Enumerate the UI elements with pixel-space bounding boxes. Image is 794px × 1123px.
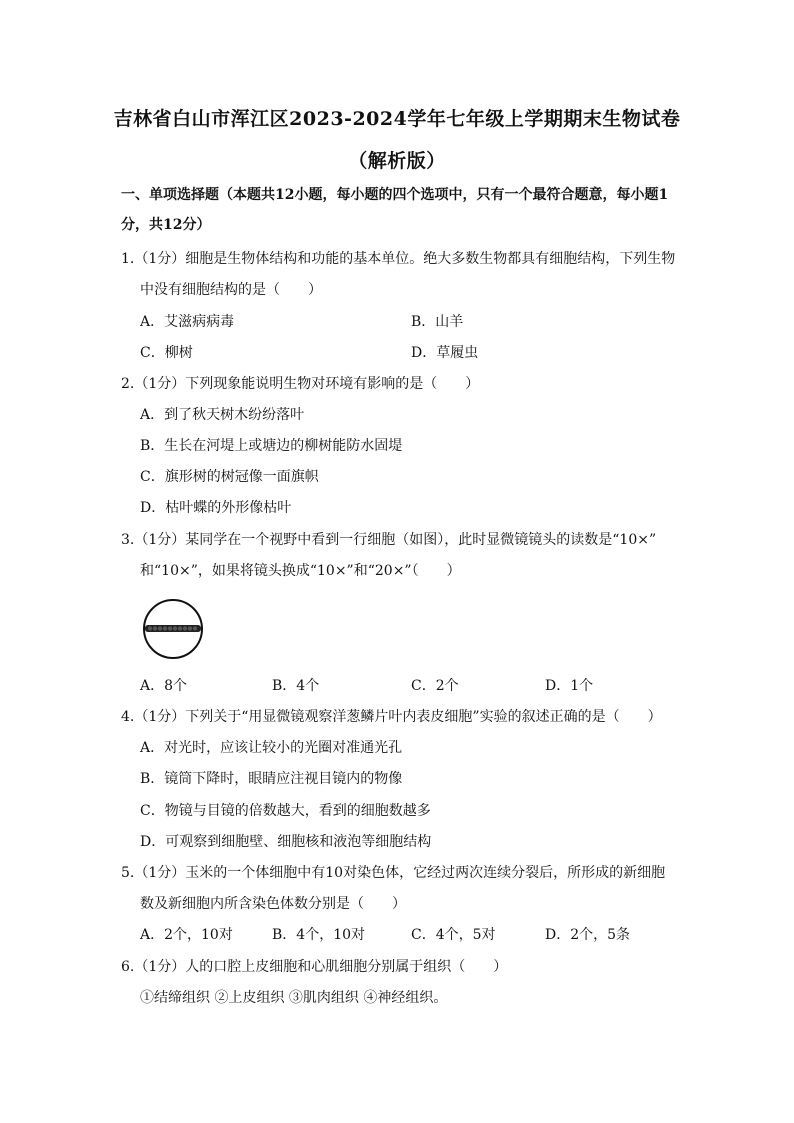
question-3-option-c: C．2个 [411,678,459,694]
question-2-option-c: C．旗形树的树冠像一面旗帜 [140,469,319,485]
page-title: 吉林省白山市浑江区2023-2024学年七年级上学期期末生物试卷 [113,108,681,130]
question-5-stem: 5.（1分）玉米的一个体细胞中有10对染色体，它经过两次连续分裂后，所形成的新细胞 [121,865,666,881]
question-1-option-c: C．柳树 [140,345,193,361]
question-2-option-b: B．生长在河堤上或塘边的柳树能防水固堤 [140,438,403,454]
question-4-option-a: A．对光时，应该让较小的光圈对准通光孔 [140,740,403,756]
question-3-option-a: A．8个 [140,678,188,694]
question-4-option-b: B．镜筒下降时，眼睛应注视目镜内的物像 [140,771,403,787]
question-6-stem: 6.（1分）人的口腔上皮细胞和心肌细胞分别属于组织（ ） [121,959,508,975]
question-3-option-d: D．1个 [545,678,594,694]
question-1-stem-cont: 中没有细胞结构的是（ ） [140,282,322,298]
question-2-option-a: A．到了秋天树木纷纷落叶 [140,407,305,423]
section-header: 一、单项选择题（本题共12小题，每小题的四个选项中，只有一个最符合题意，每小题1分，共12分） [121,187,669,233]
question-1-stem: 1.（1分）细胞是生物体结构和功能的基本单位。绝大多数生物都具有细胞结构，下列生物 [121,251,676,267]
question-2-option-d: D．枯叶蝶的外形像枯叶 [140,500,292,516]
question-3-option-b: B．4个 [272,678,320,694]
question-4-stem: 4.（1分）下列关于“用显微镜观察洋葱鳞片叶内表皮细胞”实验的叙述正确的是（ ） [121,709,662,725]
question-5-stem-cont: 数及新细胞内所含染色体数分别是（ ） [140,896,406,912]
microscope-field-figure [141,597,205,661]
question-3-stem-cont: 和“10×”，如果将镜头换成“10×”和“20×”（ ） [140,563,461,579]
question-3-stem: 3.（1分）某同学在一个视野中看到一行细胞（如图），此时显微镜镜头的读数是“10×” [121,532,657,548]
question-5-option-c: C．4个，5对 [411,927,496,943]
question-5-option-d: D．2个，5条 [545,927,631,943]
question-1-option-a: A．艾滋病病毒 [140,314,235,330]
question-6-stem-cont: ①结缔组织 ②上皮组织 ③肌肉组织 ④神经组织。 [140,990,448,1006]
question-5-option-a: A．2个，10对 [140,927,233,943]
question-4-option-c: C．物镜与目镜的倍数越大，看到的细胞数越多 [140,803,431,819]
question-1-option-b: B．山羊 [411,314,464,330]
question-2-stem: 2.（1分）下列现象能说明生物对环境有影响的是（ ） [121,376,480,392]
question-5-option-b: B．4个，10对 [272,927,366,943]
question-1-option-d: D．草履虫 [411,345,479,361]
page-subtitle: （解析版） [348,150,446,172]
question-4-option-d: D．可观察到细胞壁、细胞核和液泡等细胞结构 [140,834,432,850]
